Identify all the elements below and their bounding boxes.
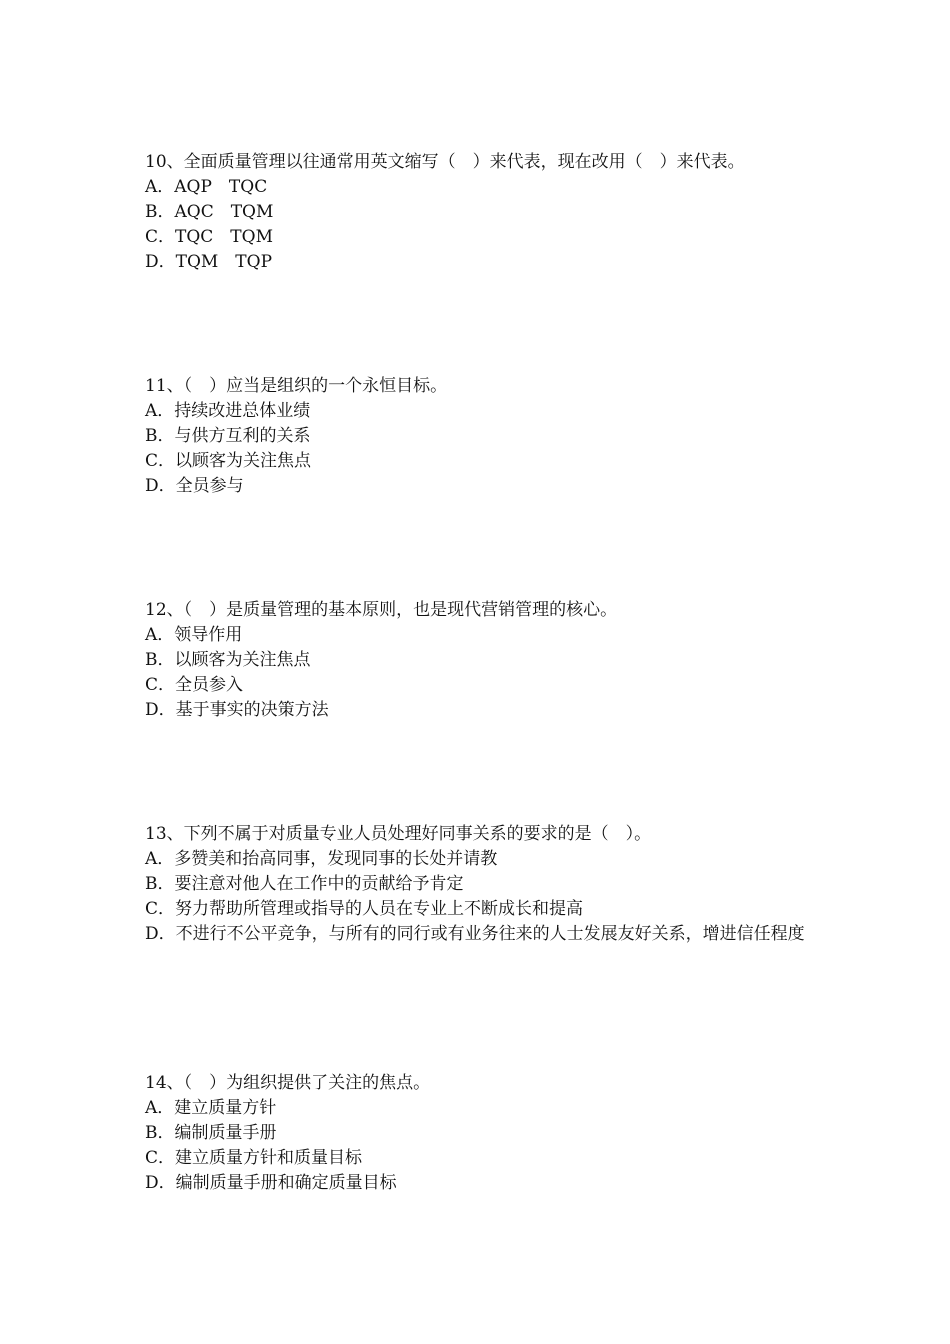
question-stem: 12、（ ）是质量管理的基本原则，也是现代营销管理的核心。 — [145, 600, 618, 620]
option-d: D．不进行不公平竞争，与所有的同行或有业务往来的人士发展友好关系，增进信任程度 — [145, 924, 805, 944]
question-14 — [145, 1071, 815, 1196]
option-b: B．要注意对他人在工作中的贡献给予肯定 — [145, 874, 464, 894]
option-a: A．持续改进总体业绩 — [145, 401, 311, 421]
option-b: B．AQC TQM — [145, 202, 274, 222]
question-stem: 13、下列不属于对质量专业人员处理好同事关系的要求的是（ ）。 — [145, 824, 652, 844]
option-a: A．AQP TQC — [145, 177, 268, 197]
option-a: A．建立质量方针 — [145, 1098, 277, 1118]
question-11 — [145, 374, 815, 499]
option-d: D．全员参与 — [145, 476, 244, 496]
option-a: A．多赞美和抬高同事，发现同事的长处并请教 — [145, 849, 498, 869]
option-c: C．TQC TQM — [145, 227, 273, 247]
question-13 — [145, 822, 815, 947]
option-c: C．全员参入 — [145, 675, 244, 695]
option-c: C．努力帮助所管理或指导的人员在专业上不断成长和提高 — [145, 899, 584, 919]
question-stem: 11、（ ）应当是组织的一个永恒目标。 — [145, 376, 448, 396]
option-a: A．领导作用 — [145, 625, 243, 645]
option-d: D．TQM TQP — [145, 252, 273, 272]
option-c: C．以顾客为关注焦点 — [145, 451, 312, 471]
option-b: B．与供方互利的关系 — [145, 426, 311, 446]
option-d: D．基于事实的决策方法 — [145, 700, 329, 720]
option-c: C．建立质量方针和质量目标 — [145, 1148, 363, 1168]
question-stem: 10、全面质量管理以往通常用英文缩写（ ）来代表，现在改用（ ）来代表。 — [145, 152, 745, 172]
question-10 — [145, 150, 815, 275]
option-b: B．编制质量手册 — [145, 1123, 277, 1143]
option-d: D．编制质量手册和确定质量目标 — [145, 1173, 397, 1193]
question-stem: 14、（ ）为组织提供了关注的焦点。 — [145, 1073, 431, 1093]
question-12 — [145, 598, 815, 723]
option-b: B．以顾客为关注焦点 — [145, 650, 311, 670]
